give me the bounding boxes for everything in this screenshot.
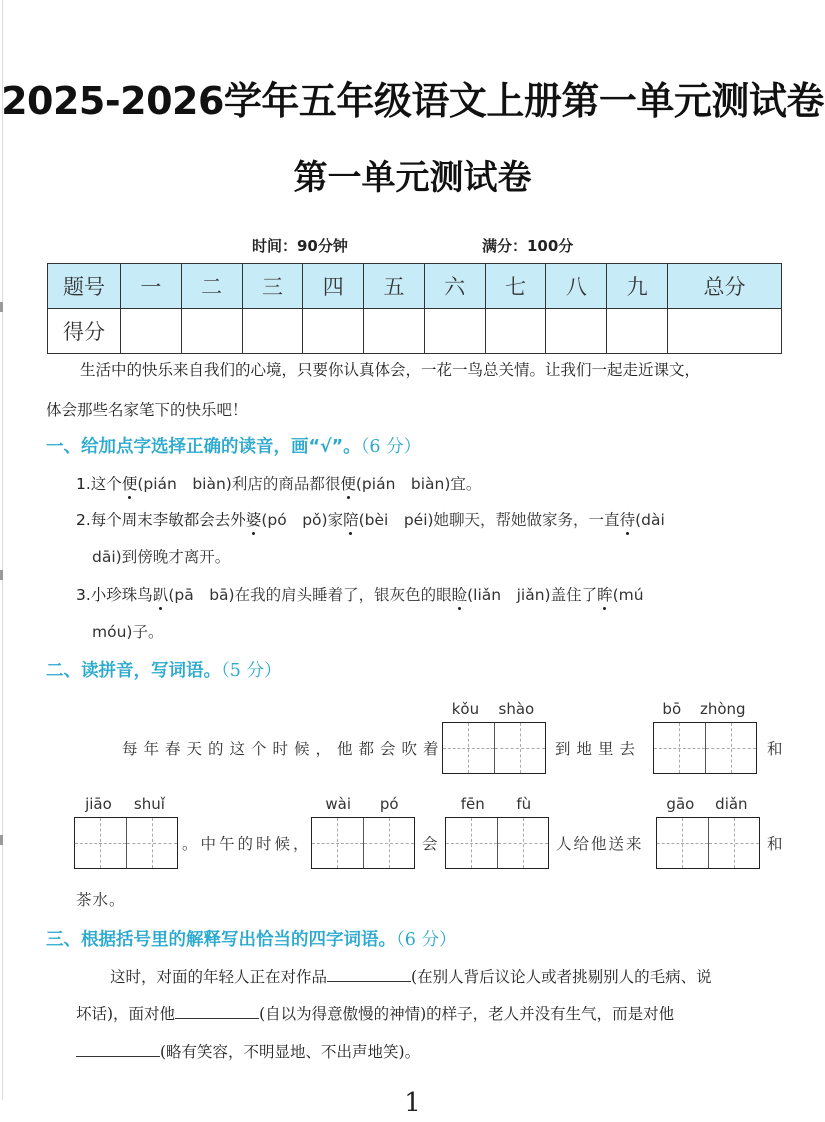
- text: (略有笑容，不明显地、不出声地笑)。: [160, 1043, 421, 1061]
- question-number: 3.: [76, 586, 91, 604]
- text: (自以为得意傲慢的神情)的样子，老人并没有生气，而是对他: [259, 1005, 675, 1023]
- score-cell[interactable]: [121, 309, 182, 354]
- pinyin-label: pó: [379, 795, 399, 813]
- section-2-title: 二、读拼音，写词语。: [46, 661, 221, 681]
- pinyin-label: wài: [325, 795, 352, 813]
- pinyin-choices[interactable]: (dài: [635, 511, 665, 529]
- score-cell[interactable]: [546, 309, 607, 354]
- section-2-heading: [46, 657, 281, 682]
- header-cell: 五: [364, 264, 425, 309]
- pinyin-grid-kou-shao[interactable]: [442, 700, 544, 774]
- pinyin-grid-bo-zhong[interactable]: [653, 700, 755, 774]
- pinyin-choices[interactable]: (pó pǒ)家: [261, 511, 344, 529]
- section-3-points: （6 分）: [396, 930, 457, 950]
- pinyin-label: zhòng: [699, 700, 746, 718]
- score-cell[interactable]: [303, 309, 364, 354]
- binding-mark: [0, 302, 3, 312]
- sentence-part: 会: [422, 835, 444, 853]
- header-cell: 一: [121, 264, 182, 309]
- pinyin-choices[interactable]: (bèi péi)她聊天，帮她做家务，一直: [358, 511, 620, 529]
- question-1-1: [76, 472, 481, 494]
- pinyin-label: jiāo: [85, 795, 112, 813]
- document-title: 2025-2026学年五年级语文上册第一单元测试卷: [1, 79, 824, 123]
- pinyin-label: kǒu: [451, 700, 480, 718]
- intro-line-1: 生活中的快乐来自我们的心境，只要你认真体会，一花一鸟总关情。让我们一起走近课文，: [80, 361, 701, 379]
- score-table: [47, 263, 782, 354]
- section-3-line-2: [76, 1002, 674, 1024]
- score-cell[interactable]: [607, 309, 668, 354]
- dotted-char: 待: [619, 511, 636, 529]
- pinyin-label: fēn: [460, 795, 485, 813]
- dotted-char: 婆: [245, 511, 262, 529]
- answer-blank-3[interactable]: [76, 1042, 160, 1057]
- score-cell[interactable]: [242, 309, 303, 354]
- dotted-char: 睑: [451, 586, 468, 604]
- section-3-title: 三、根据括号里的解释写出恰当的四字词语。: [46, 930, 396, 950]
- sentence-part: 和: [767, 740, 789, 758]
- text: 这个: [90, 475, 122, 493]
- score-table-score-row: [48, 309, 782, 354]
- text: 每个周末李敏都会去外: [90, 511, 246, 529]
- pinyin-grid-fen-fu[interactable]: [445, 795, 547, 869]
- tianzige-box[interactable]: [442, 722, 546, 774]
- binding-mark: [0, 570, 3, 580]
- text: 这时，对面的年轻人正在对作品: [110, 968, 328, 986]
- pinyin-choices[interactable]: (pā bā)在我的肩头睡着了，银灰色的眼: [168, 586, 452, 604]
- section-3-line-1: [110, 965, 712, 987]
- pinyin-grid-wai-po[interactable]: [311, 795, 413, 869]
- section-2-points: （5 分）: [221, 661, 282, 681]
- document-subtitle: 第一单元测试卷: [293, 158, 532, 198]
- section-1-heading: [46, 433, 421, 458]
- answer-blank-1[interactable]: [327, 967, 411, 982]
- header-cell: 三: [242, 264, 303, 309]
- pinyin-label: fù: [516, 795, 532, 813]
- pinyin-choices[interactable]: (pián biàn)利店的商品都很: [137, 475, 341, 493]
- sentence-part: 。中午的时候，: [182, 835, 312, 853]
- sentence-part: 每年春天的这个时候，他都会吹着: [122, 740, 445, 758]
- full-score: 满分：100分: [482, 237, 574, 255]
- sentence-part: 茶水。: [76, 891, 126, 909]
- dotted-char: 趴: [152, 586, 169, 604]
- intro-line-2: 体会那些名家笔下的快乐吧！: [46, 401, 248, 419]
- pinyin-label: diǎn: [715, 795, 748, 813]
- score-cell[interactable]: [424, 309, 485, 354]
- answer-blank-2[interactable]: [175, 1004, 259, 1019]
- sentence-part: 和: [767, 835, 789, 853]
- binding-mark: [0, 835, 3, 845]
- tianzige-box[interactable]: [445, 817, 549, 869]
- page-number: 1: [404, 1088, 421, 1118]
- pinyin-label: bō: [662, 700, 682, 718]
- header-cell: 题号: [48, 264, 121, 309]
- pinyin-grid-gao-dian[interactable]: [656, 795, 758, 869]
- score-row-label: 得分: [48, 309, 121, 354]
- score-table-header-row: [48, 264, 782, 309]
- dotted-char: 便: [121, 475, 138, 493]
- header-cell: 四: [303, 264, 364, 309]
- section-3-heading: [46, 926, 456, 951]
- question-number: 2.: [76, 511, 91, 529]
- dotted-char: 便: [340, 475, 356, 493]
- tianzige-box[interactable]: [74, 817, 178, 869]
- tianzige-box[interactable]: [653, 722, 757, 774]
- header-cell: 总分: [668, 264, 782, 309]
- question-number: 1.: [76, 475, 91, 493]
- question-1-2: [76, 508, 665, 530]
- text: 坏话)，面对他: [76, 1005, 176, 1023]
- pinyin-label: gāo: [666, 795, 695, 813]
- section-1-points: （6 分）: [360, 437, 422, 457]
- tianzige-box[interactable]: [311, 817, 415, 869]
- question-1-3: [76, 583, 644, 605]
- pinyin-choices[interactable]: (liǎn jiǎn)盖住了: [467, 586, 598, 604]
- sentence-part: 到地里去: [555, 740, 642, 758]
- pinyin-choices[interactable]: (pián biàn)宜。: [355, 475, 482, 493]
- question-1-3-cont[interactable]: móu)子。: [92, 623, 164, 641]
- section-1-title: 一、给加点字选择正确的读音，画“√”。: [46, 437, 361, 457]
- question-1-2-cont[interactable]: dāi)到傍晚才离开。: [92, 548, 231, 566]
- pinyin-label: shào: [498, 700, 535, 718]
- tianzige-box[interactable]: [656, 817, 760, 869]
- pinyin-choices[interactable]: (mú: [612, 586, 644, 604]
- pinyin-label: shuǐ: [133, 795, 165, 813]
- header-cell: 九: [607, 264, 668, 309]
- score-cell[interactable]: [485, 309, 546, 354]
- header-cell: 二: [181, 264, 242, 309]
- dotted-char: 眸: [597, 586, 613, 604]
- text: (在别人背后议论人或者挑剔别人的毛病、说: [411, 968, 712, 986]
- score-cell[interactable]: [364, 309, 425, 354]
- text: 小珍珠鸟: [90, 586, 153, 604]
- score-cell[interactable]: [668, 309, 782, 354]
- sentence-part: 人给他送来: [556, 835, 644, 853]
- header-cell: 八: [546, 264, 607, 309]
- section-3-line-3: [76, 1040, 420, 1062]
- dotted-char: 陪: [343, 511, 359, 529]
- pinyin-grid-jiao-shui[interactable]: [74, 795, 176, 869]
- header-cell: 六: [424, 264, 485, 309]
- time-limit: 时间：90分钟: [252, 237, 348, 255]
- score-cell[interactable]: [181, 309, 242, 354]
- header-cell: 七: [485, 264, 546, 309]
